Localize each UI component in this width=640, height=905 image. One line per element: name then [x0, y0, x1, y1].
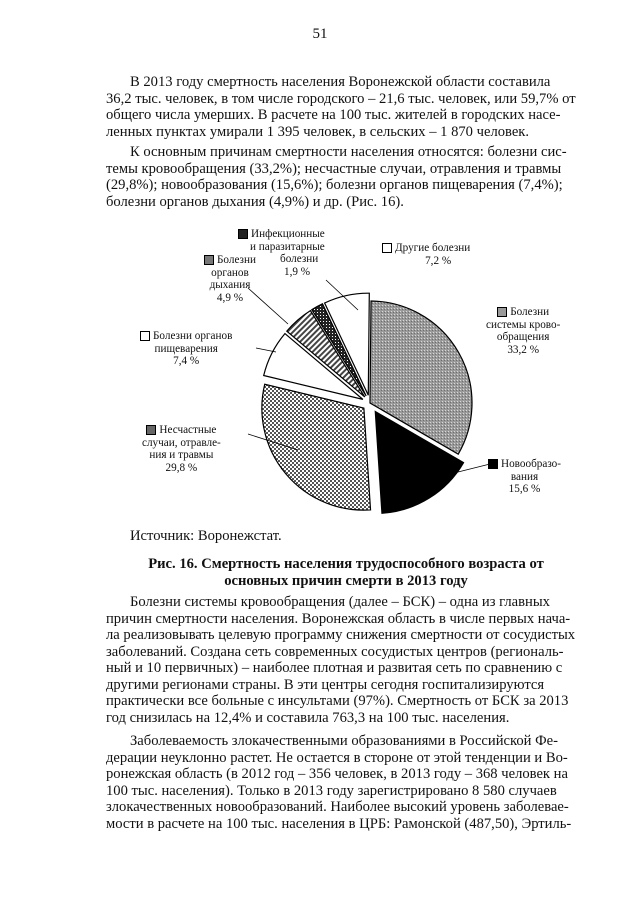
- text-line: практически все больные с инсультами (97%). Смертность от БСК за 2013: [106, 693, 569, 709]
- slice-label-respiratory: [204, 254, 256, 304]
- text-line: 100 тыс. населения). Только в 2013 году зарегистрировано 8 580 случаев: [106, 782, 557, 799]
- slice-label-line: пищеварения: [154, 342, 218, 355]
- slice-label-line: Другие болезни: [395, 242, 471, 254]
- slice-value: 33,2 %: [507, 343, 540, 356]
- paragraph-main-causes: [106, 144, 586, 210]
- slice-label-line: органов: [211, 266, 249, 279]
- slice-value: 1,9 %: [284, 265, 311, 278]
- slice-label-line: и паразитарные: [250, 240, 325, 253]
- pie-slice-2: [262, 384, 371, 510]
- text-line: Заболеваемость злокачественными образованиями в Российской Фе-: [130, 733, 558, 749]
- text-line: ленных пунктах умирали 1 395 человек, в сельских – 1 870 человек.: [106, 123, 530, 140]
- slice-label-line: дыхания: [209, 279, 251, 291]
- legend-swatch-neoplasms: [488, 459, 498, 469]
- figure-caption: [106, 556, 586, 589]
- legend-swatch-digestive: [140, 331, 150, 341]
- slice-value: 29,8 %: [165, 461, 198, 474]
- text-line: злокачественных новообразований. Наиболее высокий уровень заболевае-: [106, 799, 569, 815]
- text-line: К основным причинам смертности населения относятся: болезни сис-: [130, 144, 567, 160]
- legend-swatch-infectious: [238, 229, 248, 239]
- legend-swatch-accidents: [146, 425, 156, 435]
- slice-label-neoplasms: [488, 458, 561, 496]
- legend-swatch-other: [382, 243, 392, 253]
- page-number: 51: [312, 26, 328, 42]
- paragraph-circulatory: [106, 594, 586, 726]
- text-line: год снизилась на 12,4% и составила 763,3 на 100 тыс. населения.: [106, 709, 510, 726]
- text-line: Болезни системы кровообращения (далее – БСК) – одна из главных: [130, 594, 550, 610]
- text-line: темы кровообращения (33,2%); несчастные случаи, отравления и травмы: [106, 160, 562, 177]
- text-line: причин смертности населения. Воронежская область в числе первых нача-: [106, 610, 571, 627]
- legend-swatch-circulatory: [497, 307, 507, 317]
- legend-swatch-respiratory: [204, 255, 214, 265]
- text-line: другими регионами страны. В эти центры сегодня госпитализируются: [106, 676, 545, 693]
- slice-label-line: Несчастные: [159, 424, 217, 436]
- paragraph-mortality-2013: [106, 74, 586, 140]
- slice-label-accidents: [142, 424, 221, 474]
- slice-label-line: обращения: [496, 331, 550, 343]
- slice-value: 15,6 %: [508, 483, 541, 495]
- slice-label-line: болезни: [280, 253, 319, 265]
- slice-label-line: Болезни: [510, 306, 550, 318]
- text-line: В 2013 году смертность населения Воронежской области составила: [130, 74, 551, 90]
- slice-label-line: Новообразо-: [501, 458, 561, 470]
- text-line: ла реализовывать целевую программу снижения смертности от сосудистых: [106, 627, 576, 643]
- slice-value: 7,4 %: [173, 355, 200, 367]
- text-line: 36,2 тыс. человек, в том числе городского – 21,6 тыс. человек, или 59,7% от: [106, 90, 576, 107]
- chart-source: Источник: Воронежстат.: [130, 528, 282, 544]
- slice-label-digestive: [140, 330, 232, 368]
- paragraph-oncology: [106, 733, 586, 832]
- slice-label-line: Болезни: [217, 254, 256, 266]
- pie-chart: [100, 218, 600, 518]
- text-line: (29,8%); новообразования (15,6%); болезни органов пищеварения (7,4%);: [106, 177, 563, 193]
- slice-label-other: [382, 242, 470, 267]
- slice-label-line: системы крово-: [486, 318, 561, 331]
- slice-label-line: Болезни органов: [153, 330, 233, 342]
- text-line: заболеваний. Создана сеть современных сосудистых центров (региональ-: [106, 643, 564, 660]
- slice-label-line: вания: [510, 470, 539, 483]
- text-line: дерации неуклонно растет. Не остается в стороне от этой тенденции и Во-: [106, 749, 568, 766]
- slice-value: 4,9 %: [216, 291, 244, 304]
- figure-caption-line: основных причин смерти в 2013 году: [224, 572, 468, 589]
- slice-label-line: случаи, отравле-: [142, 436, 221, 449]
- figure-caption-line: Рис. 16. Смертность населения трудоспособного возраста от: [148, 556, 544, 572]
- text-line: болезни органов дыхания (4,9%) и др. (Рис. 16).: [106, 193, 404, 210]
- text-line: ный и 10 первичных) – наиболее плотная и развитая сеть по сравнению с: [106, 660, 563, 676]
- slice-label-circulatory: [486, 306, 560, 356]
- slice-label-line: ния и травмы: [149, 449, 214, 461]
- slice-label-line: Инфекционные: [251, 228, 325, 240]
- text-line: ронежская область (в 2012 год – 356 человек, в 2013 году – 368 человек на: [106, 766, 568, 782]
- text-line: мости в расчете на 100 тыс. населения в ЦРБ: Рамонской (487,50), Эртиль-: [106, 815, 572, 832]
- text-line: общего числа умерших. В расчете на 100 тыс. жителей в городских насе-: [106, 107, 561, 123]
- slice-value: 7,2 %: [425, 254, 452, 267]
